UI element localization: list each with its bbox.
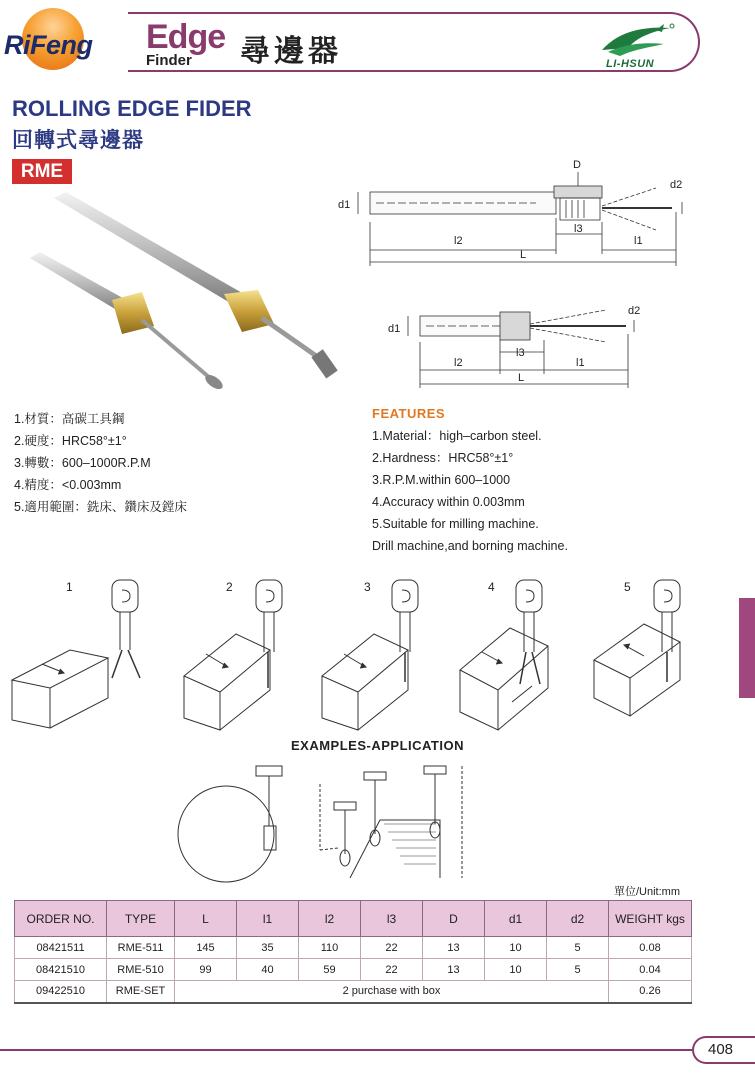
dim-label-d2-lower: d2 <box>628 305 641 317</box>
spec-item: 3.轉數：600–1000R.P.M <box>14 456 151 470</box>
examples-title: EXAMPLES-APPLICATION <box>291 738 464 753</box>
cell-d1: 10 <box>485 959 547 981</box>
dim-label-d1-lower: d1 <box>388 323 401 335</box>
model-badge: RME <box>12 159 72 184</box>
usage-steps <box>0 570 740 735</box>
cell-d2: 5 <box>547 959 609 981</box>
feature-list <box>372 425 568 557</box>
title-finder: Finder <box>146 52 192 69</box>
cell-order-no: 08421510 <box>15 959 107 981</box>
dim-label-l2-lower: l2 <box>454 357 463 369</box>
application-examples <box>170 760 490 885</box>
dim-label-D: D <box>573 159 581 171</box>
column-header: TYPE <box>107 901 175 937</box>
cell-l2: 110 <box>299 937 361 959</box>
dim-label-l2-upper: l2 <box>454 235 463 247</box>
cell-L: 145 <box>175 937 237 959</box>
brand-name-right: LI-HSUN <box>606 58 655 70</box>
cell-order-no: 08421511 <box>15 937 107 959</box>
cell-type: RME-511 <box>107 937 175 959</box>
table-row <box>15 937 692 959</box>
feature-item: 1.Material：high–carbon steel. <box>372 429 542 443</box>
table-row-set <box>15 981 692 1003</box>
cell-set-note: 2 purchase with box <box>175 981 609 1003</box>
dim-label-d2-upper: d2 <box>670 179 683 191</box>
cell-l1: 40 <box>237 959 299 981</box>
product-photo <box>22 192 352 397</box>
step-3-illustration <box>322 580 418 730</box>
title-chinese: 尋邊器 <box>240 35 342 68</box>
step-number: 4 <box>488 580 495 594</box>
spec-item: 4.精度：<0.003mm <box>14 478 122 492</box>
spec-table <box>14 900 692 1004</box>
cell-weight: 0.08 <box>609 937 692 959</box>
step-number: 5 <box>624 580 631 594</box>
dim-label-L-upper: L <box>520 249 527 261</box>
dim-label-d1-upper: d1 <box>338 199 351 211</box>
page-number: 408 <box>708 1041 734 1058</box>
column-header: D <box>423 901 485 937</box>
cell-l2: 59 <box>299 959 361 981</box>
dim-label-l1-upper: l1 <box>634 235 643 247</box>
cell-d1: 10 <box>485 937 547 959</box>
column-header: l2 <box>299 901 361 937</box>
table-header-row <box>15 901 692 937</box>
step-number: 2 <box>226 580 233 594</box>
dimension-drawings <box>336 152 696 392</box>
column-header: WEIGHT kgs <box>609 901 692 937</box>
feature-item: Drill machine,and borning machine. <box>372 539 568 553</box>
column-header: d1 <box>485 901 547 937</box>
step-2-illustration <box>184 580 282 730</box>
table-row <box>15 959 692 981</box>
cell-order-no: 09422510 <box>15 981 107 1003</box>
column-header: l1 <box>237 901 299 937</box>
feature-item: 5.Suitable for milling machine. <box>372 517 539 531</box>
feature-item: 2.Hardness：HRC58°±1° <box>372 451 514 465</box>
features-title: FEATURES <box>372 406 446 421</box>
cell-l3: 22 <box>361 959 423 981</box>
cell-D: 13 <box>423 959 485 981</box>
column-header: l3 <box>361 901 423 937</box>
footer-rule <box>0 1049 692 1051</box>
dim-label-L-lower: L <box>518 372 525 384</box>
step-number: 3 <box>364 580 371 594</box>
step-1-illustration <box>12 580 140 728</box>
spec-item: 2.硬度：HRC58°±1° <box>14 434 127 448</box>
column-header: L <box>175 901 237 937</box>
step-4-illustration <box>460 580 548 730</box>
dim-label-l3-lower: l3 <box>516 347 525 359</box>
cell-l1: 35 <box>237 937 299 959</box>
title-edge: Edge <box>146 18 226 56</box>
column-header: ORDER NO. <box>15 901 107 937</box>
cell-d2: 5 <box>547 937 609 959</box>
brand-logo-text: RiFeng <box>4 30 93 60</box>
product-title-chinese: 回轉式尋邊器 <box>12 129 144 152</box>
cell-l3: 22 <box>361 937 423 959</box>
unit-label: 單位/Unit:mm <box>614 886 680 898</box>
cell-weight: 0.26 <box>609 981 692 1003</box>
spec-list-chinese <box>14 408 187 518</box>
li-hsun-bird-logo-icon <box>598 22 678 58</box>
section-side-tab <box>739 598 755 698</box>
dim-label-l1-lower: l1 <box>576 357 585 369</box>
cell-type: RME-SET <box>107 981 175 1003</box>
product-title: ROLLING EDGE FIDER <box>12 96 252 121</box>
spec-item: 1.材質：高碳工具鋼 <box>14 412 125 426</box>
spec-item: 5.適用範圍：銑床、鑽床及鏜床 <box>14 500 187 514</box>
step-number: 1 <box>66 580 73 594</box>
step-5-illustration <box>594 580 680 716</box>
column-header: d2 <box>547 901 609 937</box>
dim-label-l3-upper: l3 <box>574 223 583 235</box>
cell-type: RME-510 <box>107 959 175 981</box>
feature-item: 3.R.P.M.within 600–1000 <box>372 473 511 487</box>
feature-item: 4.Accuracy within 0.003mm <box>372 495 525 509</box>
cell-D: 13 <box>423 937 485 959</box>
cell-L: 99 <box>175 959 237 981</box>
cell-weight: 0.04 <box>609 959 692 981</box>
